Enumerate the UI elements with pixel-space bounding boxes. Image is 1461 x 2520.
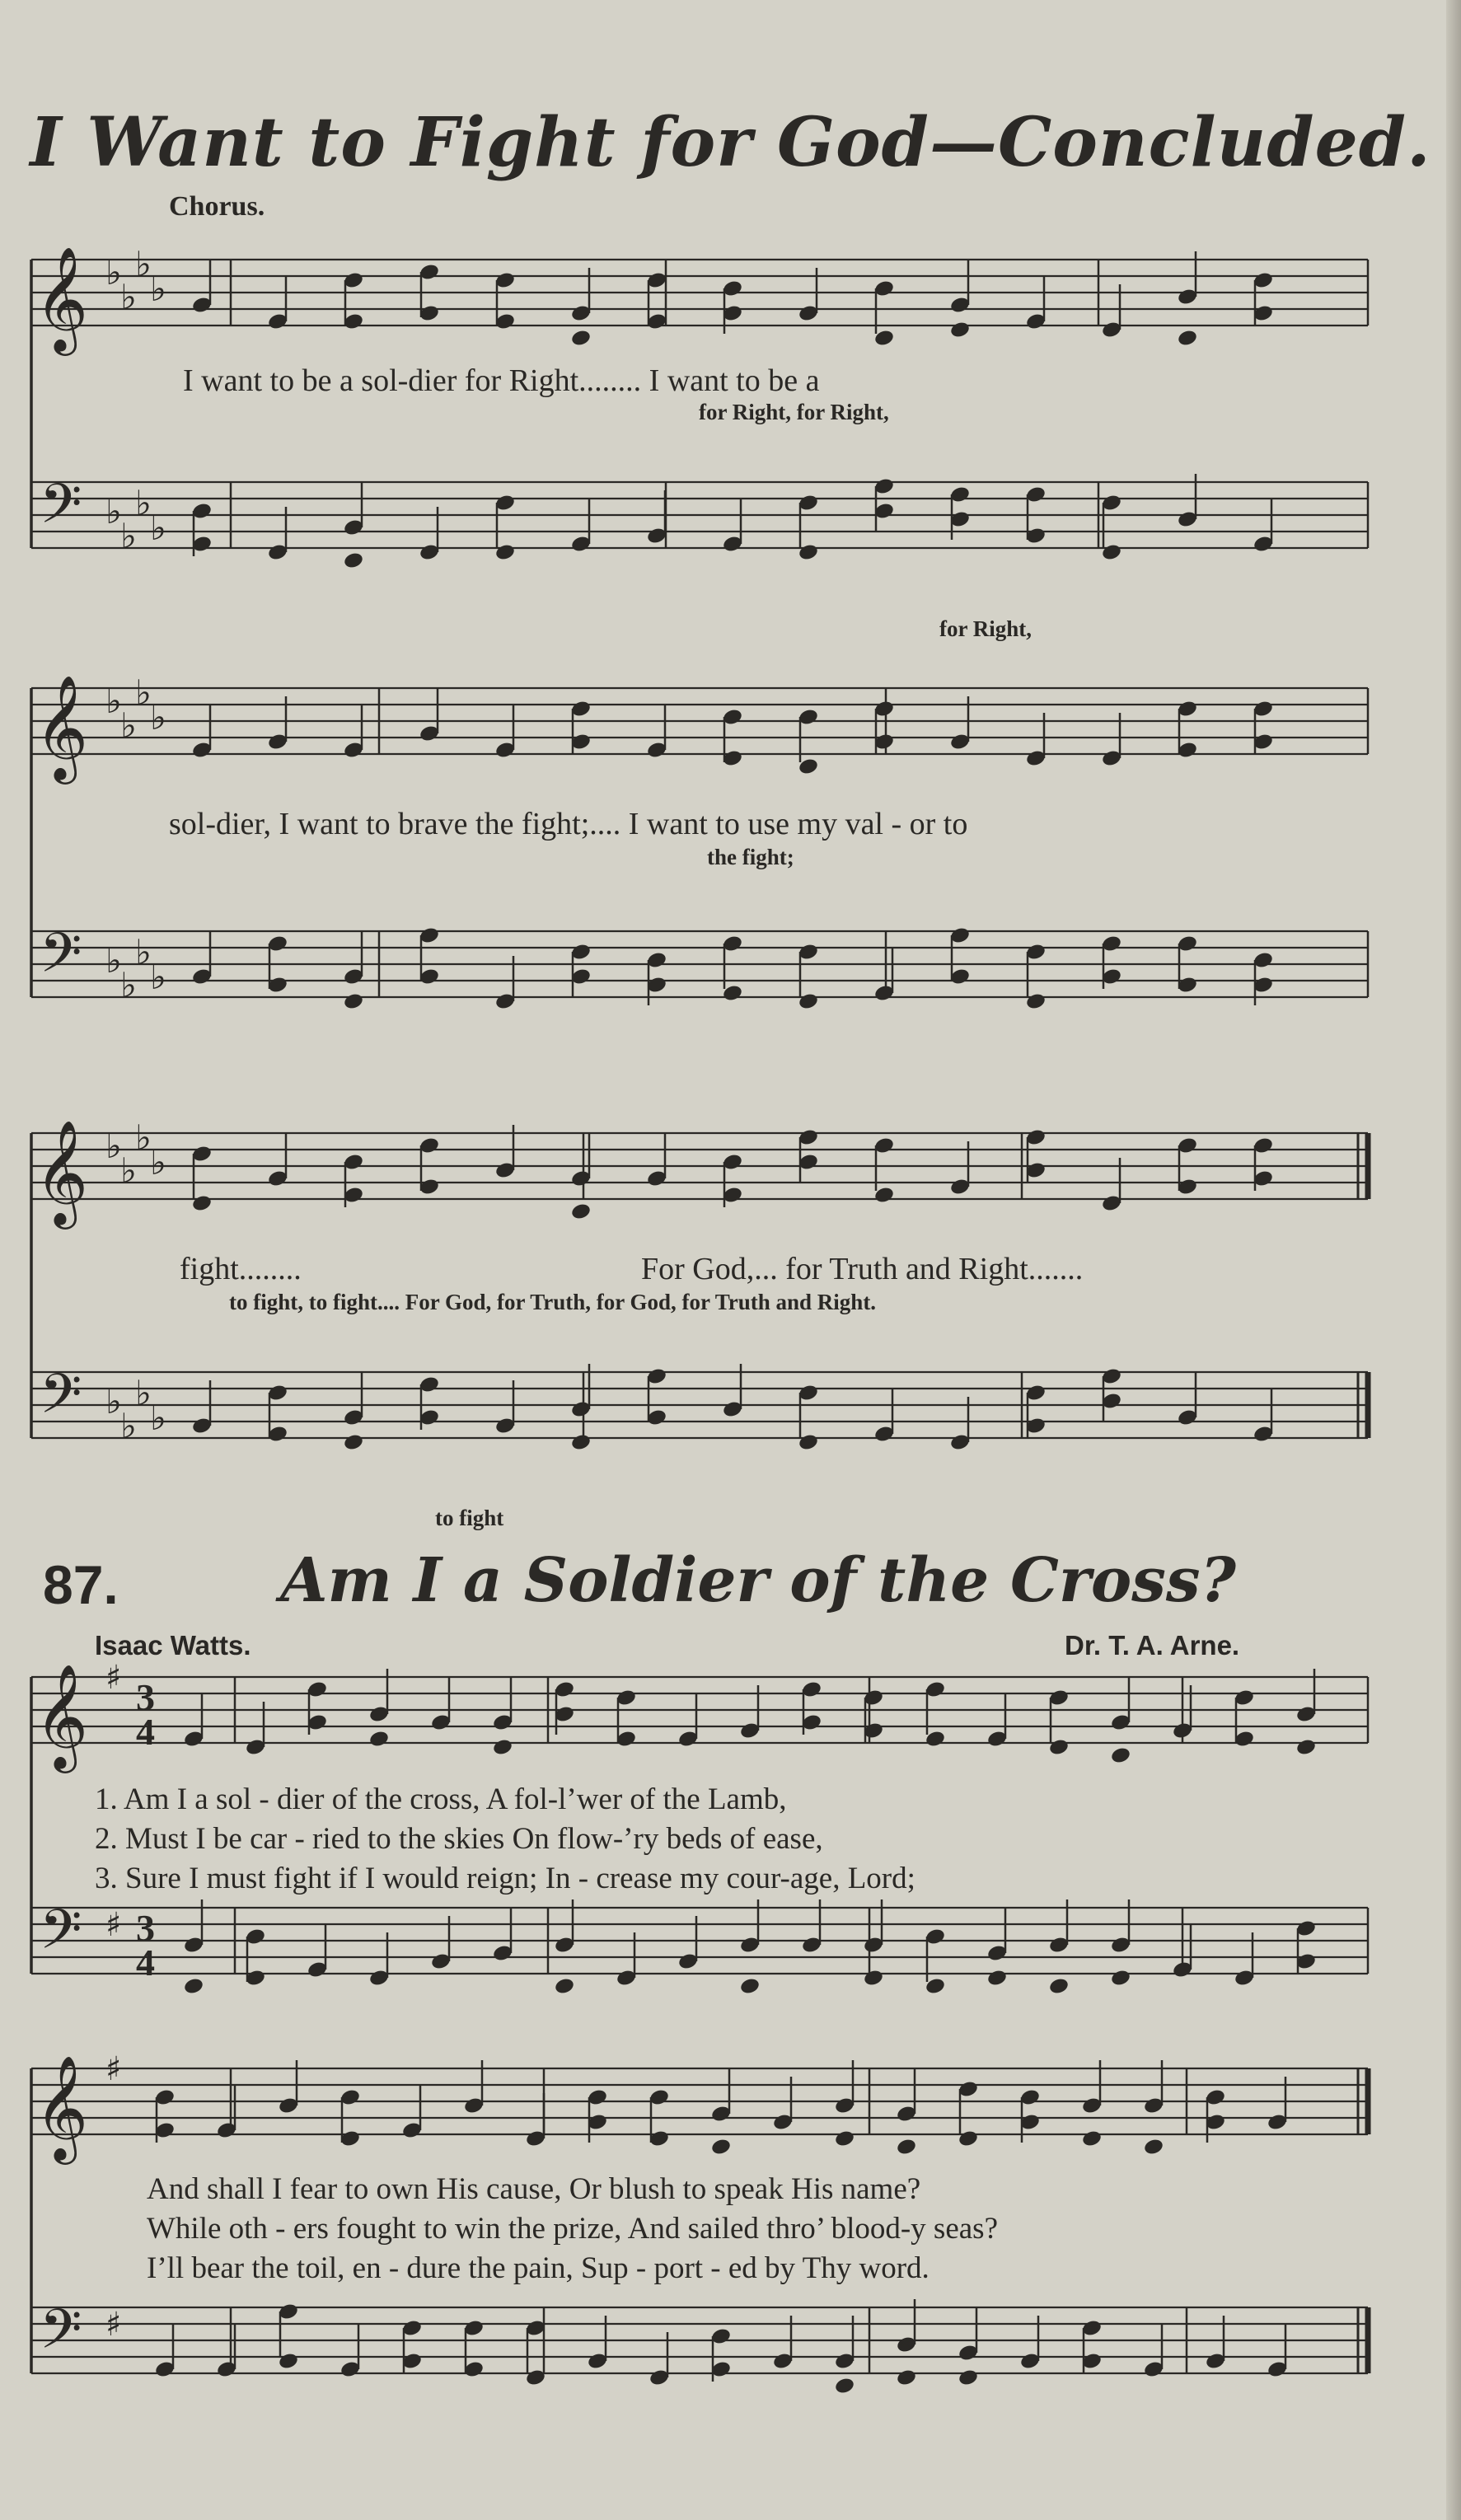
time-signature: 3	[136, 1676, 155, 1718]
key-signature-sharp: ♯	[105, 2306, 122, 2344]
note-head	[554, 1977, 575, 1996]
hymn-author: Isaac Watts.	[95, 1630, 251, 1660]
key-signature-flat: ♭	[150, 269, 166, 309]
note-head	[1110, 1969, 1131, 1988]
note-head	[834, 2129, 855, 2148]
key-signature-flat: ♭	[120, 965, 137, 1005]
note-head	[570, 1433, 592, 1452]
hymn-composer: Dr. T. A. Arne.	[1065, 1630, 1240, 1660]
verse-3b: I’ll bear the toil, en - dure the pain, Sup - port - ed by Thy word.	[147, 2251, 930, 2285]
note-head	[958, 2368, 979, 2387]
note-head	[863, 1969, 884, 1988]
hymn-title: Am I a Soldier of the Cross?	[280, 1545, 1236, 1616]
key-signature-flat: ♭	[120, 277, 137, 317]
chorus-lyric-line-3a: fight........	[180, 1252, 302, 1286]
key-signature-sharp: ♯	[105, 1659, 122, 1697]
hymn-number: 87.	[43, 1554, 119, 1615]
note-head	[1295, 1738, 1317, 1757]
note-head	[1081, 2129, 1103, 2148]
note-head	[183, 1977, 204, 1996]
treble-clef: 𝄞	[35, 246, 89, 351]
key-signature-flat: ♭	[135, 932, 152, 972]
key-signature-flat: ♭	[105, 491, 122, 532]
note-head	[1177, 329, 1198, 348]
time-signature: 3	[136, 1907, 155, 1949]
note-head	[343, 551, 364, 570]
key-signature-flat: ♭	[105, 252, 122, 293]
key-signature-flat: ♭	[105, 1381, 122, 1422]
note-head	[986, 1969, 1008, 1988]
note-head	[710, 2138, 732, 2157]
verse-2b: While oth - ers fought to win the prize, And sailed thro’ blood-y seas?	[147, 2212, 999, 2246]
treble-clef: 𝄞	[35, 674, 89, 780]
note-head	[343, 1433, 364, 1452]
key-signature-flat: ♭	[135, 483, 152, 523]
chorus-echo-line-2: the fight;	[707, 845, 794, 869]
chorus-lyric-line-1: I want to be a sol-dier for Right........ I want to be a	[183, 363, 820, 398]
treble-clef: 𝄞	[35, 1663, 89, 1768]
key-signature-flat: ♭	[150, 697, 166, 738]
key-signature-flat: ♭	[120, 705, 137, 746]
key-signature-flat: ♭	[135, 1117, 152, 1158]
key-signature-flat: ♭	[135, 1373, 152, 1413]
chorus-echo-line-3b: to fight	[435, 1506, 504, 1530]
note-head	[570, 1202, 592, 1221]
time-signature: 4	[136, 1942, 155, 1984]
note-head	[570, 329, 592, 348]
note-head	[896, 2368, 917, 2387]
verse-3a: 3. Sure I must fight if I would reign; In - crease my cour-age, Lord;	[95, 1862, 915, 1895]
treble-clef: 𝄞	[35, 2054, 89, 2160]
note-head	[739, 1977, 761, 1996]
key-signature-sharp: ♯	[105, 1906, 122, 1944]
note-head	[368, 1730, 390, 1749]
key-signature-sharp: ♯	[105, 2050, 122, 2088]
chorus-echo-line-3: to fight, to fight.... For God, for Truth, for God, for Truth and Right.	[229, 1290, 877, 1314]
chorus-echo-line-1b: for Right,	[939, 616, 1032, 641]
time-signature: 4	[136, 1711, 155, 1753]
key-signature-flat: ♭	[105, 940, 122, 981]
note-head	[834, 2377, 855, 2396]
chorus-echo-line-1: for Right, for Right,	[699, 400, 889, 424]
key-signature-flat: ♭	[105, 681, 122, 721]
key-signature-flat: ♭	[135, 244, 152, 284]
bass-clef: 𝄢	[40, 2298, 82, 2374]
page-title: I Want to Fight for God—Concluded.	[30, 103, 1431, 182]
key-signature-flat: ♭	[150, 508, 166, 548]
note-head	[343, 992, 364, 1011]
bass-clef: 𝄢	[40, 1898, 82, 1974]
note-head	[1048, 1977, 1070, 1996]
note-head	[1143, 2138, 1164, 2157]
note-head	[492, 1738, 513, 1757]
key-signature-flat: ♭	[105, 1126, 122, 1166]
key-signature-flat: ♭	[135, 672, 152, 713]
note-head	[1110, 1746, 1131, 1765]
verse-2a: 2. Must I be car - ried to the skies On flow-’ry beds of ease,	[95, 1822, 823, 1856]
treble-clef: 𝄞	[35, 1119, 89, 1225]
verse-1a: 1. Am I a sol - dier of the cross, A fol-l’wer of the Lamb,	[95, 1782, 787, 1816]
chorus-lyric-line-3b: For God,... for Truth and Right.......	[641, 1252, 1084, 1286]
key-signature-flat: ♭	[150, 1398, 166, 1438]
key-signature-flat: ♭	[120, 1406, 137, 1446]
bass-clef: 𝄢	[40, 472, 82, 549]
bass-clef: 𝄢	[40, 921, 82, 998]
verse-1b: And shall I fear to own His cause, Or blush to speak His name?	[147, 2172, 921, 2206]
chorus-lyric-line-2: sol-dier, I want to brave the fight;.... I want to use my val - or to	[169, 807, 968, 841]
key-signature-flat: ♭	[120, 1150, 137, 1191]
key-signature-flat: ♭	[150, 957, 166, 997]
key-signature-flat: ♭	[150, 1142, 166, 1183]
bass-clef: 𝄢	[40, 1362, 82, 1439]
key-signature-flat: ♭	[120, 516, 137, 556]
note-head	[949, 321, 971, 340]
chorus-label: Chorus.	[169, 191, 265, 222]
note-head	[896, 2138, 917, 2157]
